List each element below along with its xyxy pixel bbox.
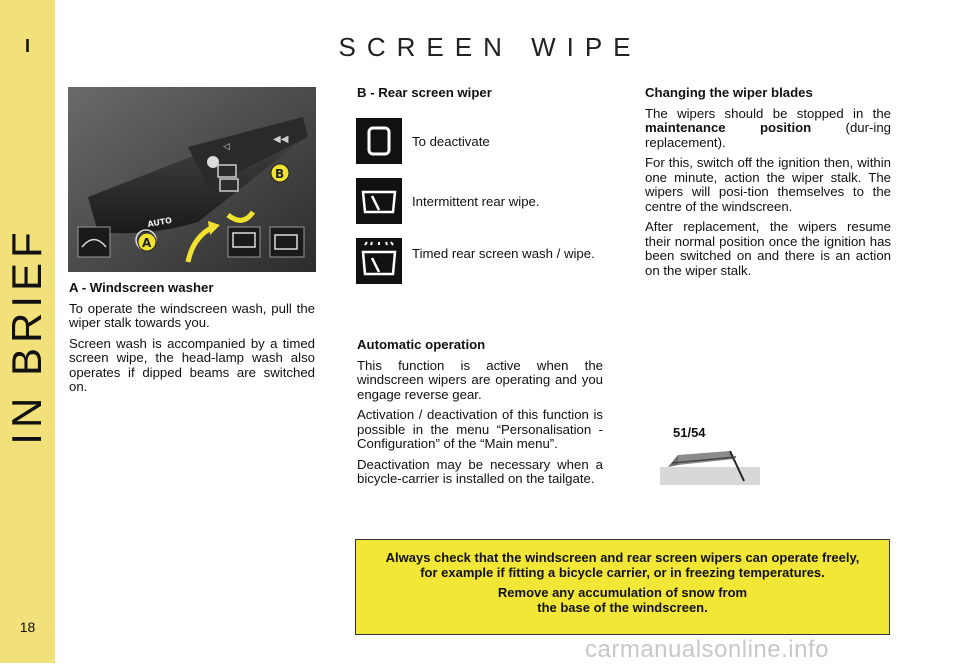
svg-text:B: B <box>275 167 285 181</box>
changing-wiper-blades-section <box>645 86 891 284</box>
windscreen-washer-heading: A - Windscreen washer <box>69 280 214 295</box>
wiper-stalk-photo <box>68 87 316 272</box>
maintenance-position-term: maintenance position <box>645 120 812 135</box>
sidebar-title: IN BRIEF <box>3 227 50 445</box>
windscreen-washer-paragraph: Screen wash is accompanied by a timed screen wipe, the head-lamp wash also operates if dipped beams are switched on. <box>69 335 315 394</box>
page-number: 18 <box>19 619 36 635</box>
warning-text: Always check that the windscreen and rear screen wipers can operate freely, for example if fitting a bicycle carrier, or in freezing temperatures. <box>385 550 860 580</box>
windscreen-washer-section <box>69 281 315 401</box>
svg-text:◀◀: ◀◀ <box>273 134 289 145</box>
changing-wiper-blades-paragraph: The wipers should be stopped in the maintenance position (dur-ing replacement). <box>645 105 892 150</box>
windscreen-washer-paragraph: To operate the windscreen wash, pull the wiper stalk towards you. <box>69 300 315 330</box>
automatic-operation-section <box>357 338 603 493</box>
automatic-operation-heading: Automatic operation <box>357 337 486 352</box>
wiper-stalk-illustration <box>68 87 316 272</box>
automatic-operation-paragraph: This function is active when the windscreen wipers are operating and you engage reverse gear. <box>357 357 603 402</box>
rear-wiper-heading: B - Rear screen wiper <box>357 85 492 100</box>
page-reference: 51/54 <box>673 425 706 440</box>
wiper-blade-image <box>660 445 760 485</box>
rear-wiper-off-label: To deactivate <box>412 134 490 149</box>
rear-wiper-off-icon <box>356 118 402 164</box>
warning-text: Remove any accumulation of snow from the base of the windscreen. <box>497 585 748 615</box>
rear-wiper-intermittent-icon <box>356 178 402 224</box>
changing-wiper-blades-paragraph: For this, switch off the ignition then, within one minute, action the wiper stalk. The wipers will posi-tion themselves to the centre of the windscreen. <box>645 155 891 214</box>
rear-wiper-intermittent-label: Intermittent rear wipe. <box>412 194 540 209</box>
rear-wash-wipe-label: Timed rear screen wash / wipe. <box>412 246 595 261</box>
changing-wiper-blades-heading: Changing the wiper blades <box>645 85 813 100</box>
automatic-operation-paragraph: Activation / deactivation of this function is possible in the menu “Personalisation - Configuration” of the “Main menu”. <box>357 407 603 451</box>
svg-text:AUTO: AUTO <box>146 215 173 229</box>
page-title: SCREEN WIPE <box>338 32 642 62</box>
automatic-operation-paragraph: Deactivation may be necessary when a bicycle-carrier is installed on the tailgate. <box>357 456 603 486</box>
changing-wiper-blades-paragraph: After replacement, the wipers resume their normal position once the ignition has been switched on and there is an action on the wiper stalk. <box>645 219 891 278</box>
watermark: carmanualsonline.info <box>585 636 829 663</box>
svg-text:◁: ◁ <box>223 142 230 152</box>
warning-box <box>355 539 890 635</box>
svg-text:A: A <box>142 236 152 250</box>
section-roman-numeral: I <box>24 36 30 56</box>
rear-wash-wipe-icon <box>356 238 402 284</box>
